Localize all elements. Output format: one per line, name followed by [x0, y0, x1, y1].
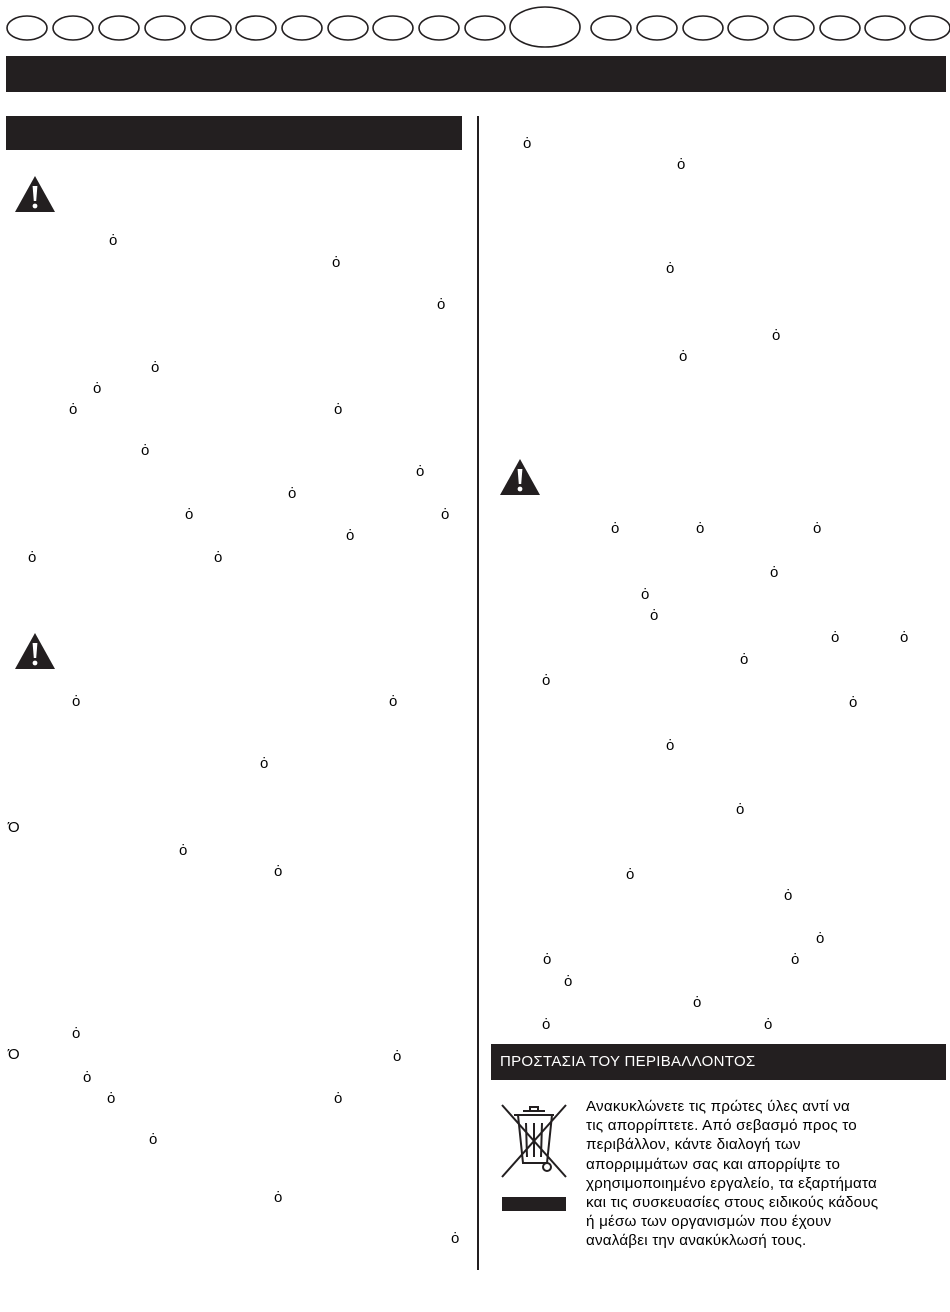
glyph-o-dot: ȯ	[770, 564, 779, 581]
section-oval	[282, 16, 322, 40]
section-oval	[328, 16, 368, 40]
glyph-o-dot: ȯ	[288, 485, 297, 502]
glyph-o-dot: ȯ	[274, 863, 283, 880]
glyph-o-dot: ȯ	[764, 1016, 773, 1033]
warning-triangle-icon	[13, 631, 57, 671]
env-line: χρησιμοποιημένο εργαλείο, τα εξαρτήματα	[586, 1174, 877, 1192]
glyph-o-dot: ȯ	[389, 693, 398, 710]
glyph-o-dot: ȯ	[813, 520, 822, 537]
glyph-o-dot: ȯ	[666, 737, 675, 754]
env-line: τις απορρίπτετε. Από σεβασμό προς το	[586, 1117, 857, 1135]
section-oval	[53, 16, 93, 40]
glyph-o-dot: ȯ	[564, 973, 573, 990]
glyph-o-dot: ȯ	[611, 520, 620, 537]
glyph-o-dot: ȯ	[791, 951, 800, 968]
glyph-o-dot: ȯ	[107, 1090, 116, 1107]
glyph-o-dot: ȯ	[900, 629, 909, 646]
glyph-o-dot: ȯ	[437, 296, 446, 313]
glyph-o-dot: ȯ	[542, 1016, 551, 1033]
column-divider	[477, 116, 479, 1270]
warning-triangle-icon	[13, 174, 57, 214]
section-oval	[465, 16, 505, 40]
env-line: και τις συσκευασίες στους ειδικούς κάδους	[586, 1194, 879, 1212]
glyph-o-dot: ȯ	[677, 156, 686, 173]
glyph-o-dot: ȯ	[416, 463, 425, 480]
glyph-o-dot: ȯ	[542, 672, 551, 689]
section-oval	[145, 16, 185, 40]
glyph-o-dot: ȯ	[69, 401, 78, 418]
section-oval	[7, 16, 47, 40]
glyph-o-dot: ȯ	[334, 401, 343, 418]
glyph-o-dot: ȯ	[141, 442, 150, 459]
glyph-o-dot: ȯ	[332, 254, 341, 271]
section-tab-ovals	[0, 0, 950, 50]
env-line: αναλάβει την ανακύκλωσή τους.	[586, 1232, 807, 1250]
section-oval	[419, 16, 459, 40]
environment-body	[586, 1097, 946, 1251]
env-line: Ανακυκλώνετε τις πρώτες ύλες αντί να	[586, 1098, 851, 1115]
glyph-o-dot: ȯ	[72, 1025, 81, 1042]
glyph-o-dot: ȯ	[543, 951, 552, 968]
glyph-o-dot: ȯ	[740, 651, 749, 668]
left-section-header-bar	[6, 116, 462, 150]
glyph-o-dot: ȯ	[650, 607, 659, 624]
glyph-o-dot: ȯ	[641, 586, 650, 603]
glyph-o-dot: ȯ	[441, 506, 450, 523]
page-header-bar	[6, 56, 946, 92]
glyph-o-dot: ȯ	[334, 1090, 343, 1107]
section-oval	[373, 16, 413, 40]
warning-triangle-icon	[498, 457, 542, 497]
glyph-o-tonos: Ό	[8, 1046, 20, 1063]
glyph-o-dot: ȯ	[831, 629, 840, 646]
glyph-o-dot: ȯ	[274, 1189, 283, 1206]
section-oval	[728, 16, 768, 40]
section-oval	[683, 16, 723, 40]
glyph-o-dot: ȯ	[149, 1131, 158, 1148]
glyph-o-dot: ȯ	[666, 260, 675, 277]
glyph-o-dot: ȯ	[696, 520, 705, 537]
glyph-o-dot: ȯ	[151, 359, 160, 376]
glyph-o-dot: ȯ	[185, 506, 194, 523]
active-section-oval	[510, 7, 580, 47]
glyph-o-dot: ȯ	[260, 755, 269, 772]
glyph-o-dot: ȯ	[849, 694, 858, 711]
section-oval	[910, 16, 950, 40]
glyph-o-dot: ȯ	[214, 549, 223, 566]
section-oval	[191, 16, 231, 40]
environment-title: ΠΡΟΣΤΑΣΙΑ ΤΟΥ ΠΕΡΙΒΑΛΛΟΝΤΟΣ	[500, 1053, 756, 1070]
crossed-out-wheelie-bin-icon	[496, 1101, 572, 1213]
env-line: απορριμμάτων σας και απορρίψτε το	[586, 1155, 841, 1173]
section-oval	[236, 16, 276, 40]
glyph-o-dot: ȯ	[346, 527, 355, 544]
environment-section-header	[491, 1044, 946, 1080]
glyph-o-dot: ȯ	[28, 549, 37, 566]
glyph-o-dot: ȯ	[679, 348, 688, 365]
glyph-o-dot: ȯ	[693, 994, 702, 1011]
glyph-o-dot: ȯ	[109, 232, 118, 249]
glyph-o-dot: ȯ	[83, 1069, 92, 1086]
section-oval	[591, 16, 631, 40]
glyph-o-dot: ȯ	[393, 1048, 402, 1065]
glyph-o-dot: ȯ	[772, 327, 781, 344]
glyph-o-dot: ȯ	[451, 1230, 460, 1247]
section-oval	[774, 16, 814, 40]
glyph-o-dot: ȯ	[523, 135, 532, 152]
glyph-o-dot: ȯ	[816, 930, 825, 947]
section-oval	[820, 16, 860, 40]
glyph-o-dot: ȯ	[179, 842, 188, 859]
glyph-o-tonos: Ό	[8, 819, 20, 836]
glyph-o-dot: ȯ	[72, 693, 81, 710]
section-oval	[99, 16, 139, 40]
section-oval	[865, 16, 905, 40]
env-line: ή μέσω των οργανισμών που έχουν	[586, 1213, 832, 1231]
section-oval	[637, 16, 677, 40]
glyph-o-dot: ȯ	[93, 380, 102, 397]
glyph-o-dot: ȯ	[736, 801, 745, 818]
glyph-o-dot: ȯ	[626, 866, 635, 883]
glyph-o-dot: ȯ	[784, 887, 793, 904]
env-line: περιβάλλον, κάντε διαλογή των	[586, 1136, 801, 1154]
